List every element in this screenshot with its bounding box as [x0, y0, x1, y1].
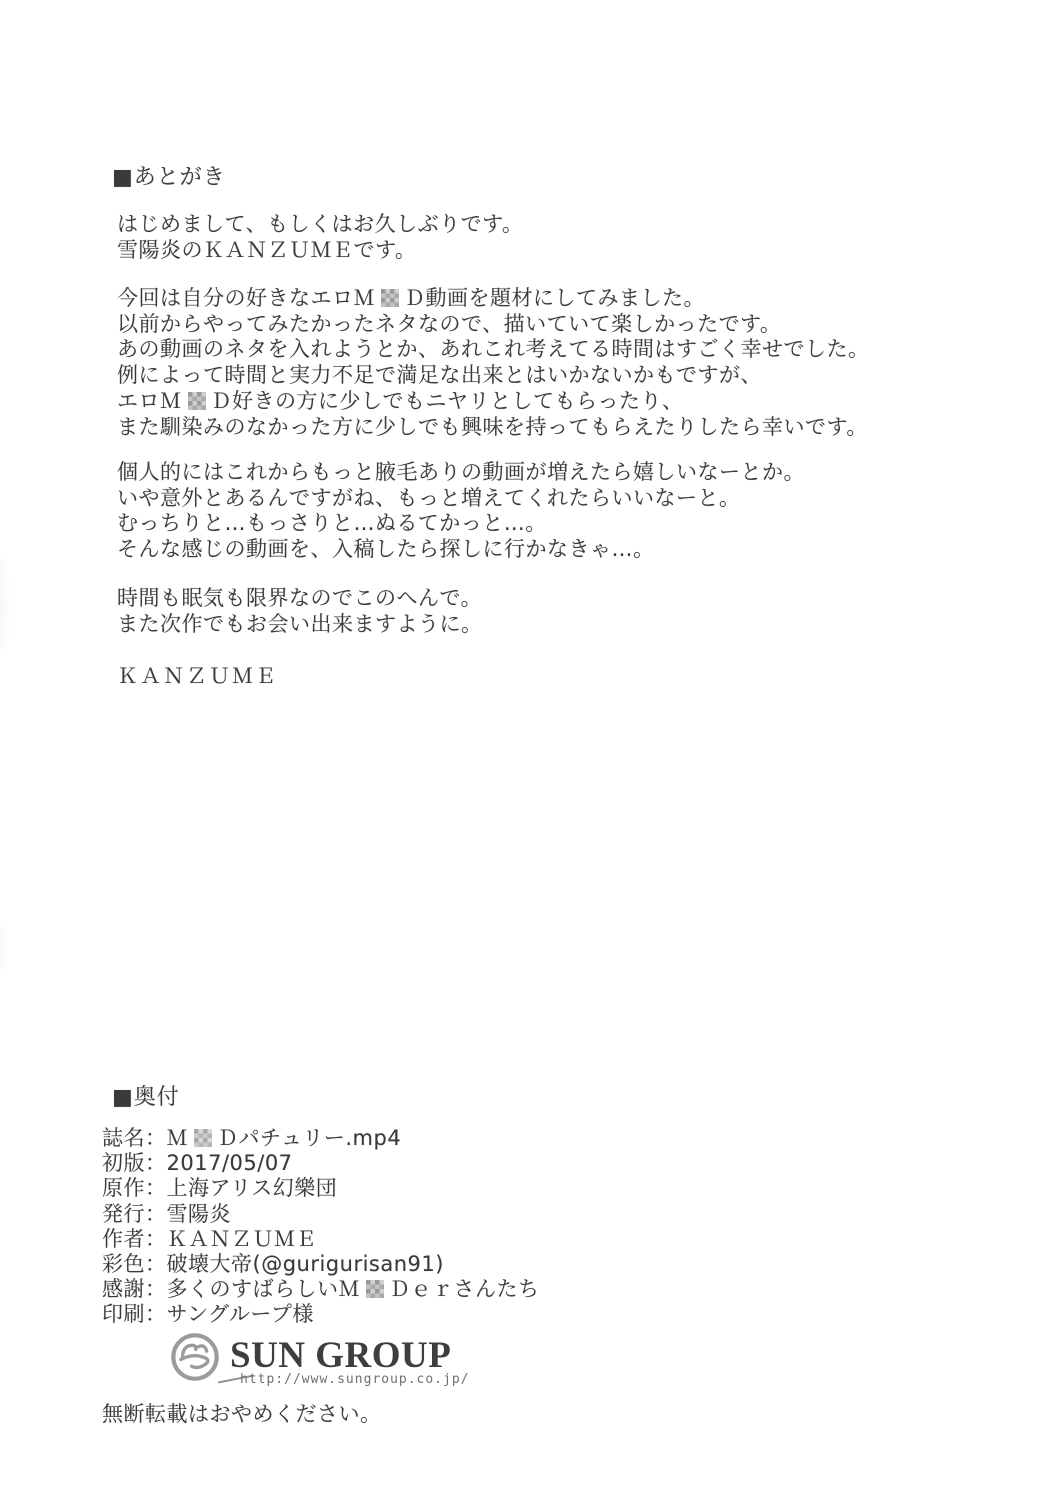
censor-mosaic — [194, 1129, 212, 1147]
colophon-label: 作者 — [102, 1226, 145, 1251]
text-line: 例によって時間と実力不足で満足な出来とはいかないかもですが、 — [117, 363, 762, 388]
text-segment: エロＭ — [117, 388, 182, 413]
colophon-separator: ： — [145, 1302, 167, 1327]
text-line: 雪陽炎のＫＡＮＺＵＭＥです。 — [117, 237, 417, 262]
text-line-censored — [117, 389, 870, 415]
text-segment: 今回は自分の好きなエロＭ — [117, 286, 375, 310]
colophon-separator: ： — [145, 1176, 167, 1201]
colophon-label: 原作 — [102, 1176, 145, 1201]
colophon-separator: ： — [145, 1201, 167, 1226]
text-line-censored — [117, 286, 870, 312]
colophon-label: 誌名 — [102, 1126, 145, 1150]
sun-group-logo-icon — [170, 1332, 220, 1382]
text-segment: Ｄ動画を題材にしてみました。 — [404, 286, 705, 310]
afterword-paragraph-4 — [117, 586, 483, 637]
text-segment: Ｄｅｒさんたち — [389, 1277, 540, 1302]
colophon-row-thanks — [102, 1277, 540, 1302]
text-line: 時間も眠気も限界なのでこのへんで。 — [117, 586, 483, 610]
colophon-separator: ： — [145, 1126, 167, 1150]
author-signature: ＫＡＮＺＵＭＥ — [117, 664, 278, 688]
afterword-paragraph-2 — [117, 286, 870, 440]
text-segment: ＫＡＮＺＵＭＥ — [166, 1226, 317, 1251]
text-line: あの動画のネタを入れようとか、あれこれ考えてる時間はすごく幸せでした。 — [117, 337, 870, 362]
censor-mosaic — [381, 289, 399, 307]
reproduction-notice: 無断転載はおやめください。 — [102, 1402, 382, 1426]
text-segment: Ｄ好きの方に少しでもニヤリとしてもらったり、 — [210, 388, 684, 413]
text-segment: 多くのすばらしいＭ — [166, 1277, 360, 1302]
text-line: そんな感じの動画を、入稿したら探しに行かなきゃ…。 — [117, 537, 655, 562]
colophon-row-first-edition — [102, 1151, 540, 1176]
colophon-row-printer — [102, 1302, 540, 1327]
colophon-label: 印刷 — [102, 1302, 145, 1327]
afterword-paragraph-1 — [117, 212, 523, 263]
colophon-row-title — [102, 1126, 540, 1151]
text-line: 個人的にはこれからもっと腋毛ありの動画が増えたら嬉しいなーとか。 — [117, 460, 805, 484]
text-line: 以前からやってみたかったネタなので、描いていて楽しかったです。 — [117, 311, 782, 336]
colophon-label: 発行 — [102, 1201, 145, 1226]
scan-artifact — [0, 925, 5, 970]
colophon-row-original-work — [102, 1176, 540, 1201]
afterword-paragraph-3 — [117, 460, 805, 563]
colophon-row-publisher — [102, 1202, 540, 1227]
colophon-list — [102, 1126, 540, 1328]
colophon-separator: ： — [145, 1252, 167, 1277]
colophon-label: 初版 — [102, 1151, 145, 1176]
colophon-label: 彩色 — [102, 1252, 145, 1277]
afterword-heading: ■あとがき — [112, 165, 226, 190]
text-segment: Ｄパチュリー.mp4 — [217, 1126, 402, 1150]
printer-logo-name: SUN GROUP — [230, 1335, 452, 1376]
colophon-row-author — [102, 1227, 540, 1252]
colophon-row-coloring — [102, 1252, 540, 1277]
text-line: いや意外とあるんですがね、もっと増えてくれたらいいなーと。 — [117, 485, 741, 510]
text-line: むっちりと…もっさりと…ぬるてかっと…。 — [117, 511, 547, 536]
text-segment: 雪陽炎 — [166, 1201, 231, 1226]
colophon-separator: ： — [145, 1277, 167, 1302]
text-line: また馴染みのなかった方に少しでも興味を持ってもらえたりしたら幸いです。 — [117, 414, 868, 439]
text-line: また次作でもお会い出来ますように。 — [117, 611, 483, 636]
text-segment: Ｍ — [166, 1126, 188, 1150]
text-line: はじめまして、もしくはお久しぶりです。 — [117, 212, 524, 236]
colophon-separator: ： — [145, 1226, 167, 1251]
censor-mosaic — [366, 1280, 384, 1298]
text-segment: 上海アリス幻樂団 — [166, 1176, 338, 1201]
colophon-separator: ： — [145, 1151, 167, 1176]
scan-artifact — [0, 560, 7, 650]
colophon-heading: ■奥付 — [112, 1085, 180, 1110]
text-segment: 2017/05/07 — [166, 1151, 293, 1176]
text-segment: サングループ様 — [166, 1302, 314, 1327]
colophon-label: 感謝 — [102, 1277, 145, 1302]
text-segment: 破壊大帝(@gurigurisan91) — [166, 1252, 444, 1277]
censor-mosaic — [188, 392, 206, 410]
printer-logo-url: http://www.sungroup.co.jp/ — [240, 1372, 470, 1387]
